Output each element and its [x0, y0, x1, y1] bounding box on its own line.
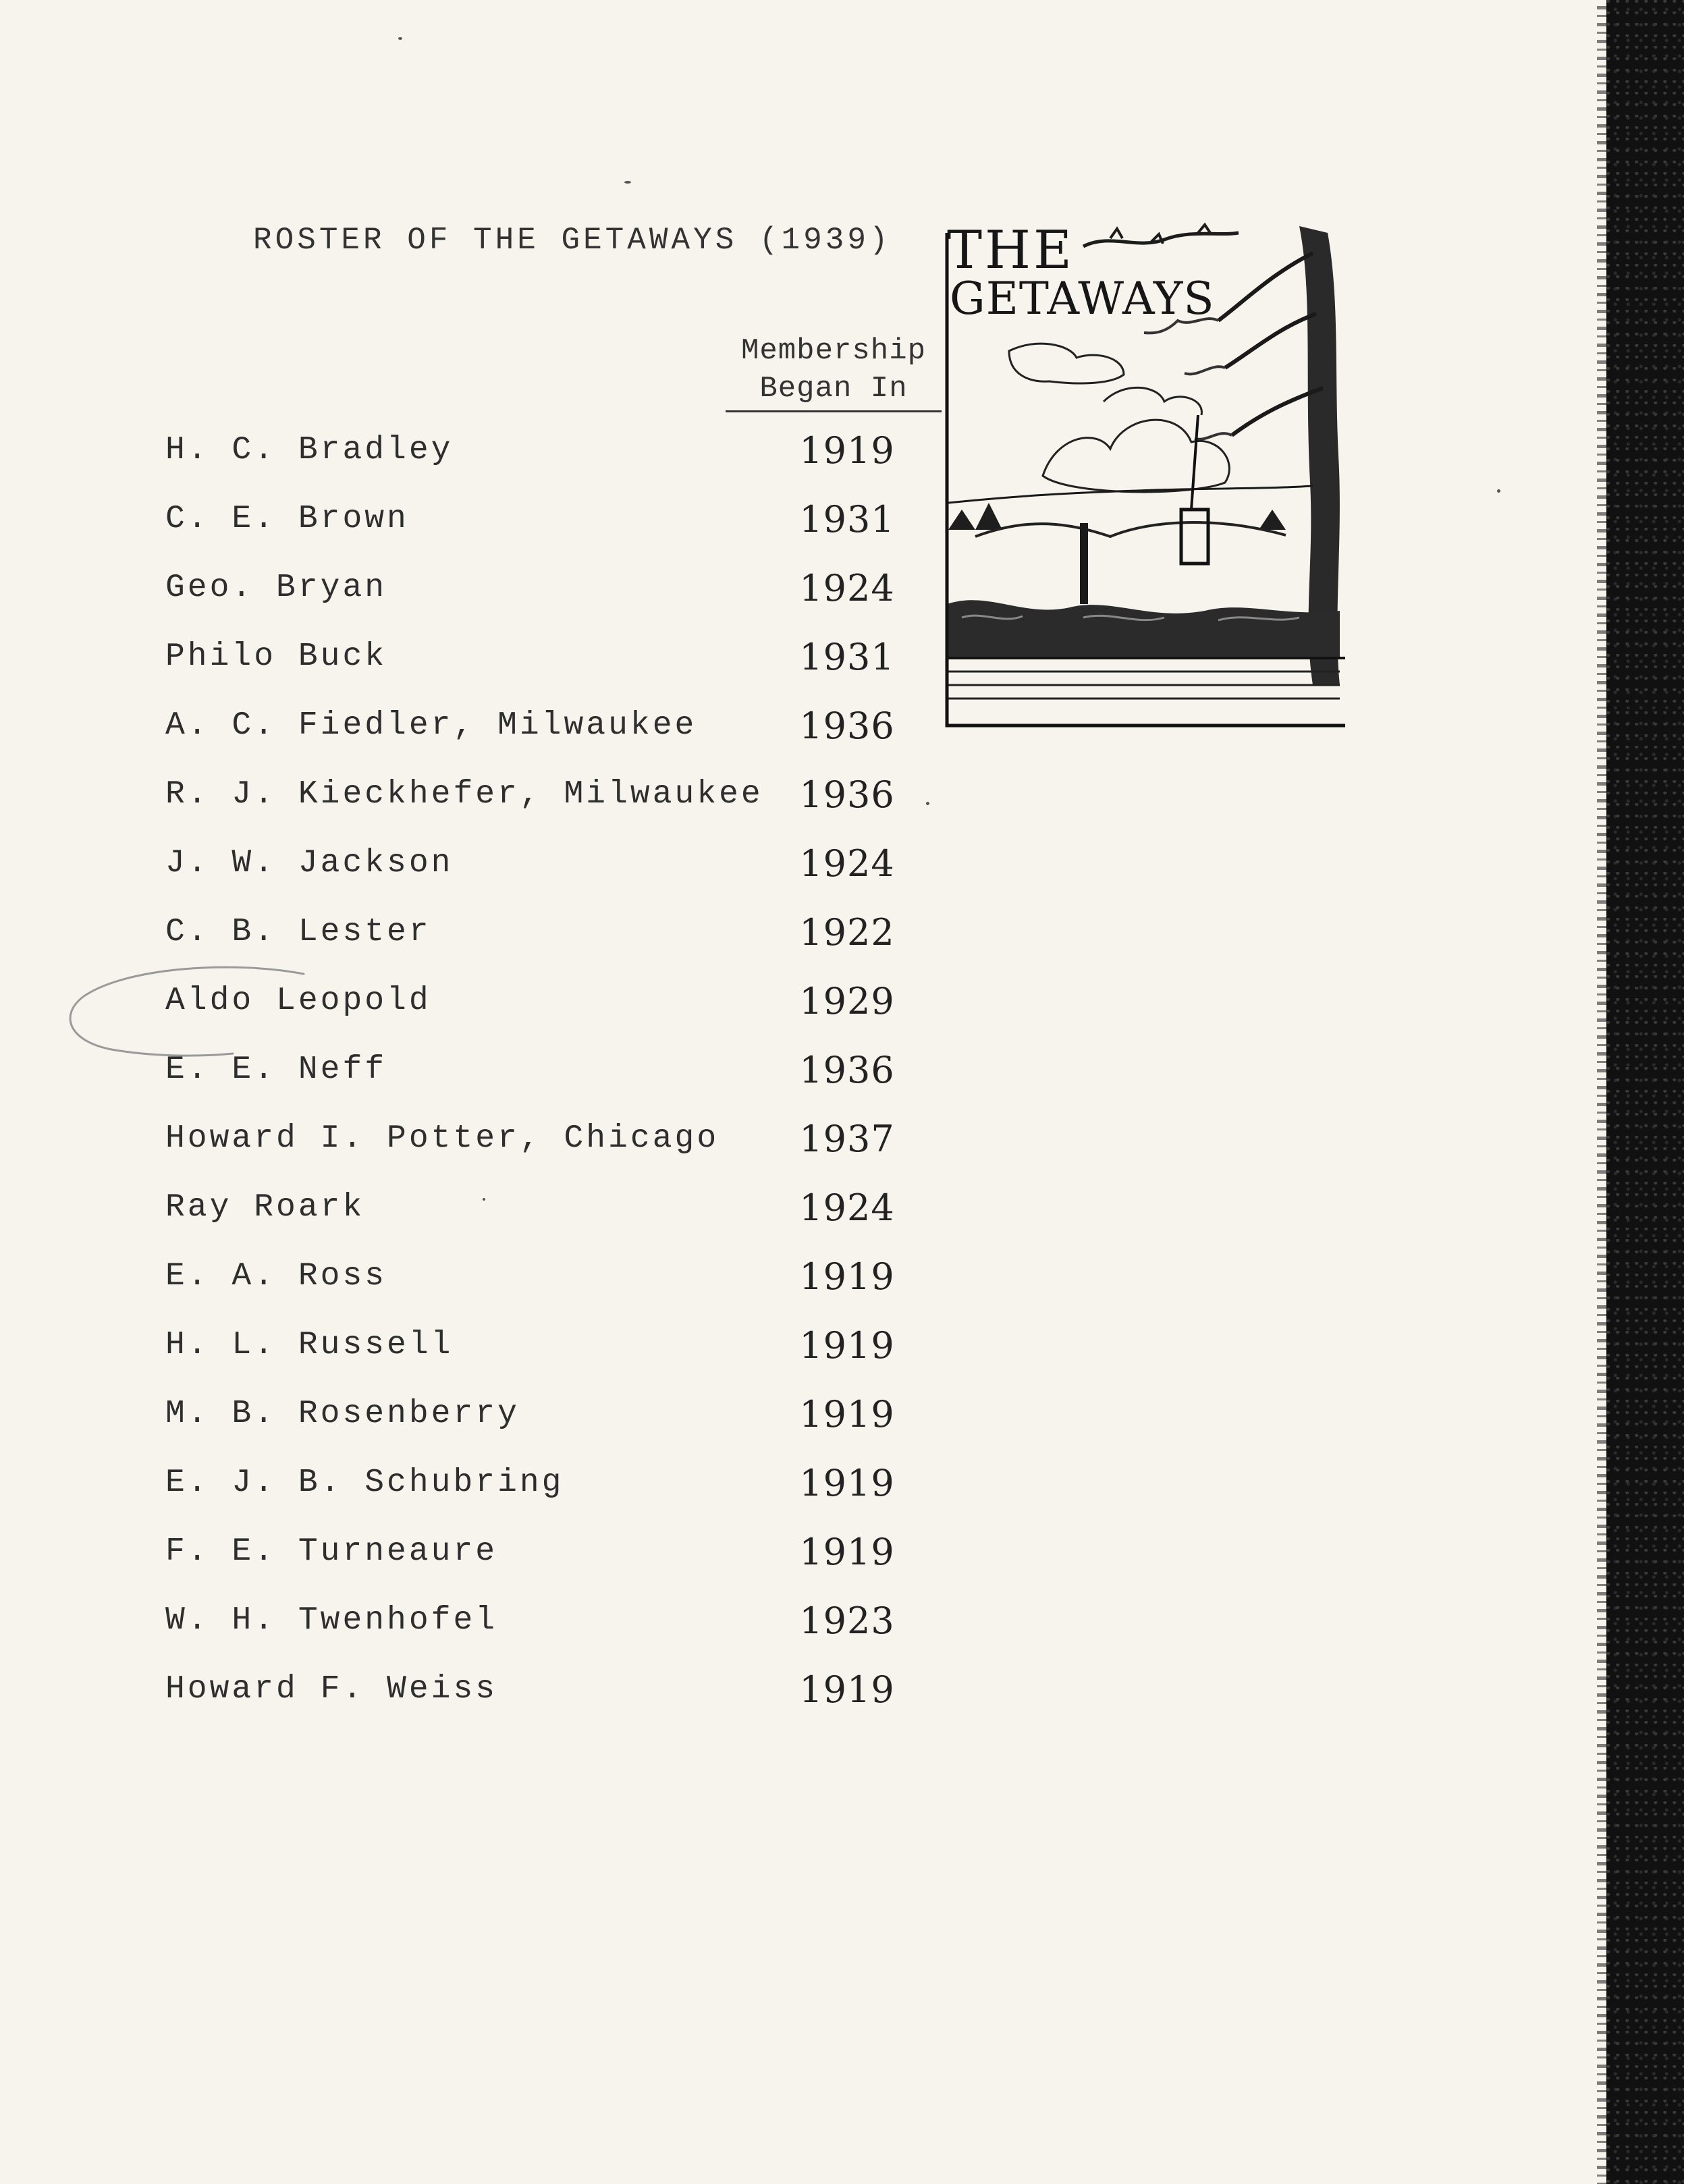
- membership-year: 1919: [799, 1324, 895, 1367]
- member-name: C. B. Lester: [165, 914, 431, 950]
- membership-year: 1936: [799, 773, 895, 816]
- membership-year: 1919: [799, 429, 895, 472]
- logo-text-line1: THE: [947, 220, 1075, 281]
- membership-year: 1924: [799, 842, 895, 885]
- member-name: E. J. B. Schubring: [165, 1465, 564, 1501]
- member-name: Philo Buck: [165, 638, 387, 675]
- member-name: J. W. Jackson: [165, 845, 454, 881]
- column-header-line1: Membership: [740, 334, 927, 368]
- membership-year: 1937: [799, 1118, 895, 1160]
- membership-year: 1931: [799, 498, 895, 541]
- member-name: C. E. Brown: [165, 501, 409, 537]
- member-name: H. L. Russell: [165, 1327, 454, 1363]
- page-title: ROSTER OF THE GETAWAYS (1939): [253, 223, 892, 258]
- member-name: A. C. Fiedler, Milwaukee: [165, 707, 697, 744]
- getaways-logo-illustration: [935, 213, 1353, 729]
- membership-year: 1923: [799, 1600, 895, 1642]
- member-name: E. A. Ross: [165, 1258, 387, 1294]
- member-name: Aldo Leopold: [165, 983, 431, 1019]
- member-name: R. J. Kieckhefer, Milwaukee: [165, 776, 763, 813]
- member-name: Howard I. Potter, Chicago: [165, 1120, 719, 1157]
- membership-year: 1936: [799, 705, 895, 747]
- member-name: W. H. Twenhofel: [165, 1602, 498, 1639]
- member-name: H. C. Bradley: [165, 432, 454, 468]
- membership-year: 1936: [799, 1049, 895, 1091]
- membership-column-header: [726, 332, 942, 412]
- member-name: Geo. Bryan: [165, 570, 387, 606]
- column-header-line2: Began In: [726, 370, 942, 412]
- membership-year: 1919: [799, 1393, 895, 1436]
- member-name: Howard F. Weiss: [165, 1671, 498, 1708]
- logo-text-line2: GETAWAYS: [950, 273, 1215, 325]
- membership-year: 1919: [799, 1255, 895, 1298]
- member-name: M. B. Rosenberry: [165, 1396, 520, 1432]
- member-name: E. E. Neff: [165, 1052, 387, 1088]
- membership-year: 1924: [799, 1186, 895, 1229]
- member-name: F. E. Turneaure: [165, 1533, 498, 1570]
- dark-scan-border: [1606, 0, 1684, 2184]
- membership-year: 1931: [799, 636, 895, 678]
- membership-year: 1919: [799, 1668, 895, 1711]
- membership-year: 1922: [799, 911, 895, 954]
- member-name: Ray Roark: [165, 1189, 365, 1226]
- membership-year: 1919: [799, 1462, 895, 1504]
- pencil-circle-mark: [64, 962, 307, 1063]
- membership-year: 1919: [799, 1531, 895, 1573]
- membership-year: 1924: [799, 567, 895, 609]
- membership-year: 1929: [799, 980, 895, 1022]
